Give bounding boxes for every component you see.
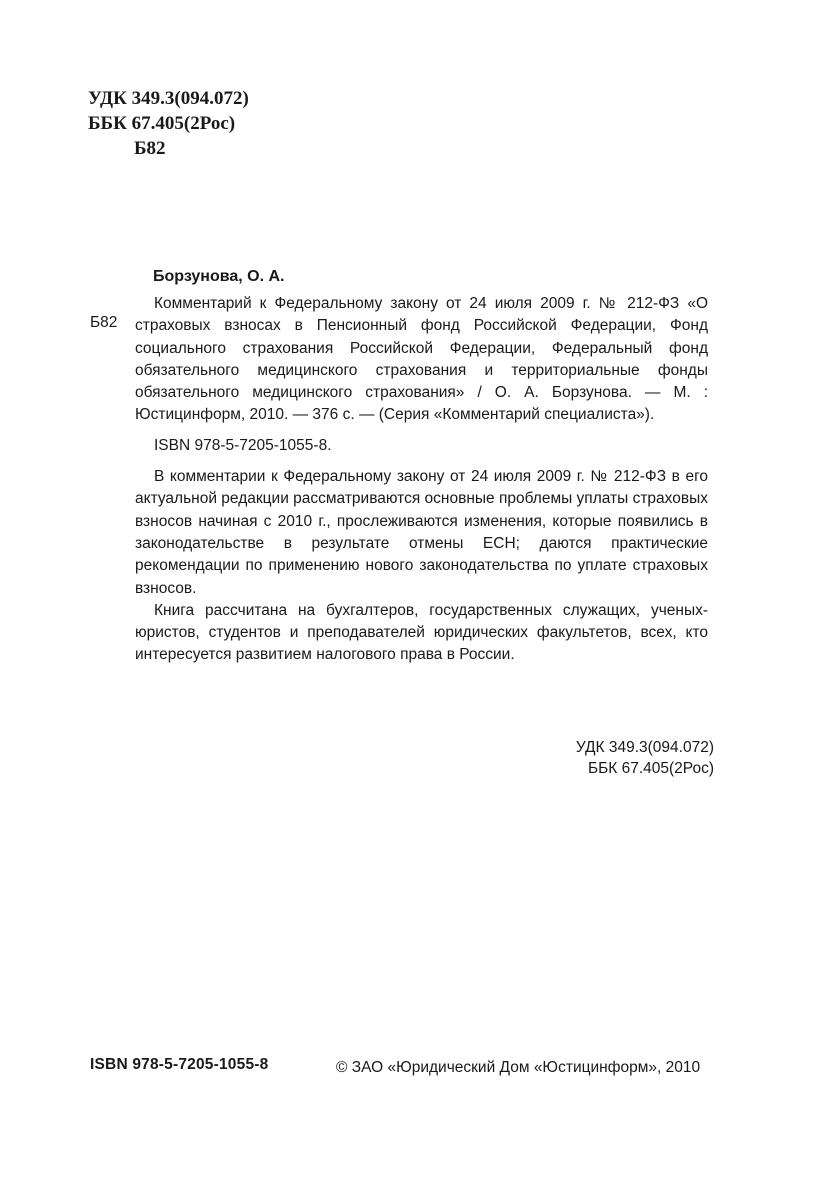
copyright-notice: © ЗАО «Юридический Дом «Юстицинформ», 2010 <box>336 1059 701 1076</box>
catalog-author-mark: Б82 <box>90 314 118 331</box>
bibliographic-description: Комментарий к Федеральному закону от 24 июля 2009 г. № 212-ФЗ «О страховых взносах в Пенсионный фонд Российской Федерации, Фонд социального страхования Российской Федерации, Федеральный фонд обязательного медицинского страхования и территориальные фонды обязательного медицинского страхования» / О. А. Борзунова. — М. : Юстицинформ, 2010. — 376 с. — (Серия «Комментарий специалиста»). <box>135 295 708 424</box>
classification-block <box>88 86 249 161</box>
author-mark: Б82 <box>134 138 166 159</box>
udk-code: УДК 349.3(094.072) <box>88 88 249 109</box>
catalog-udk: УДК 349.3(094.072) <box>575 739 714 756</box>
annotation-paragraph: В комментарии к Федеральному закону от 24 июля 2009 г. № 212-ФЗ в его актуальной редакции рассматриваются основные проблемы уплаты страховых взносов начиная с 2010 г., прослеживаются изменения, которые появились в законодательстве в результате отмены ЕСН; даются практические рекомендации по применению нового законодательства по уплате страховых взносов. <box>135 468 708 597</box>
annotation-paragraph: Книга рассчитана на бухгалтеров, государственных служащих, ученых-юристов, студентов и преподавателей юридических факультетов, всех, кто интересуется развитием налогового права в России. <box>135 601 708 664</box>
catalog-classification <box>576 737 714 779</box>
catalog-author: Борзунова, О. А. <box>153 268 285 285</box>
catalog-bbk: ББК 67.405(2Рос) <box>587 760 714 777</box>
catalog-card-body <box>135 293 708 667</box>
bbk-code: ББК 67.405(2Рос) <box>88 113 236 134</box>
footer-isbn: ISBN 978-5-7205-1055-8 <box>90 1056 269 1073</box>
catalog-isbn: ISBN 978-5-7205-1055-8. <box>154 436 332 454</box>
